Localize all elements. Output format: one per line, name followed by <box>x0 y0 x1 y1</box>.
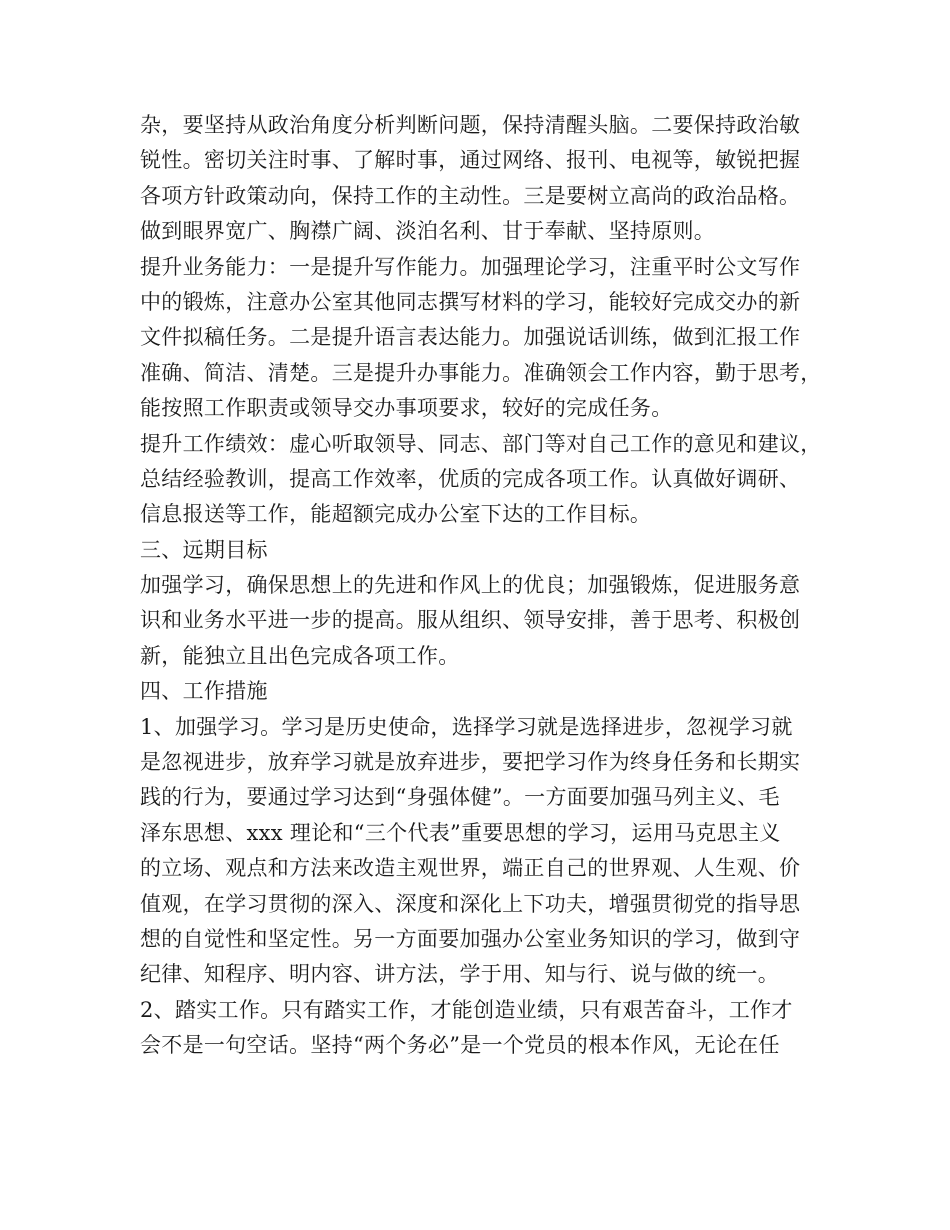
text-line: 的立场、观点和方法来改造主观世界，端正自己的世界观、人生观、价 <box>140 856 801 881</box>
text-line: 加强学习，确保思想上的先进和作风上的优良；加强锻炼，促进服务意 <box>140 573 801 598</box>
text-line: 2、踏实工作。只有踏实工作，才能创造业绩，只有艰苦奋斗，工作才 <box>140 997 793 1022</box>
text-line: 泽东思想、xxx 理论和“三个代表”重要思想的学习，运用马克思主义 <box>140 820 781 845</box>
text-line: 提升业务能力：一是提升写作能力。加强理论学习，注重平时公文写作 <box>140 254 801 279</box>
text-line: 总结经验教训，提高工作效率，优质的完成各项工作。认真做好调研、 <box>140 466 801 491</box>
text-line: 会不是一句空话。坚持“两个务必”是一个党员的根本作风，无论在任 <box>140 1033 780 1058</box>
text-line: 信息报送等工作，能超额完成办公室下达的工作目标。 <box>140 502 652 527</box>
section-heading: 四、工作措施 <box>140 679 268 704</box>
text-line: 新，能独立且出色完成各项工作。 <box>140 643 460 668</box>
text-line: 杂，要坚持从政治角度分析判断问题，保持清醒头脑。二要保持政治敏 <box>140 113 801 137</box>
text-line: 中的锻炼，注意办公室其他同志撰写材料的学习，能较好完成交办的新 <box>140 289 801 314</box>
text-line: 文件拟稿任务。二是提升语言表达能力。加强说话训练，做到汇报工作 <box>140 325 801 350</box>
text-line: 是忽视进步，放弃学习就是放弃进步，要把学习作为终身任务和长期实 <box>140 750 801 775</box>
text-line: 践的行为，要通过学习达到“身强体健”。一方面要加强马列主义、毛 <box>140 785 780 810</box>
document-body <box>140 108 830 1064</box>
text-line: 值观，在学习贯彻的深入、深度和深化上下功夫，增强贯彻党的指导思 <box>140 891 801 916</box>
text-line: 纪律、知程序、明内容、讲方法，学于用、知与行、说与做的统一。 <box>140 962 779 987</box>
text-line: 各项方针政策动向，保持工作的主动性。三是要树立高尚的政治品格。 <box>140 183 801 208</box>
text-line: 锐性。密切关注时事、了解时事，通过网络、报刊、电视等，敏锐把握 <box>140 148 801 173</box>
text-line: 想的自觉性和坚定性。另一方面要加强办公室业务知识的学习，做到守 <box>140 926 801 951</box>
text-line: 准确、简洁、清楚。三是提升办事能力。准确领会工作内容，勤于思考， <box>140 360 822 385</box>
text-line: 1、加强学习。学习是历史使命，选择学习就是选择进步，忽视学习就 <box>140 714 793 739</box>
text-line: 识和业务水平进一步的提高。服从组织、领导安排，善于思考、积极创 <box>140 608 801 633</box>
text-line: 能按照工作职责或领导交办事项要求，较好的完成任务。 <box>140 396 673 421</box>
text-line: 提升工作绩效：虚心听取领导、同志、部门等对自己工作的意见和建议， <box>140 431 822 456</box>
text-line: 做到眼界宽广、胸襟广阔、淡泊名利、甘于奉献、坚持原则。 <box>140 219 716 244</box>
section-heading: 三、远期目标 <box>140 537 268 562</box>
